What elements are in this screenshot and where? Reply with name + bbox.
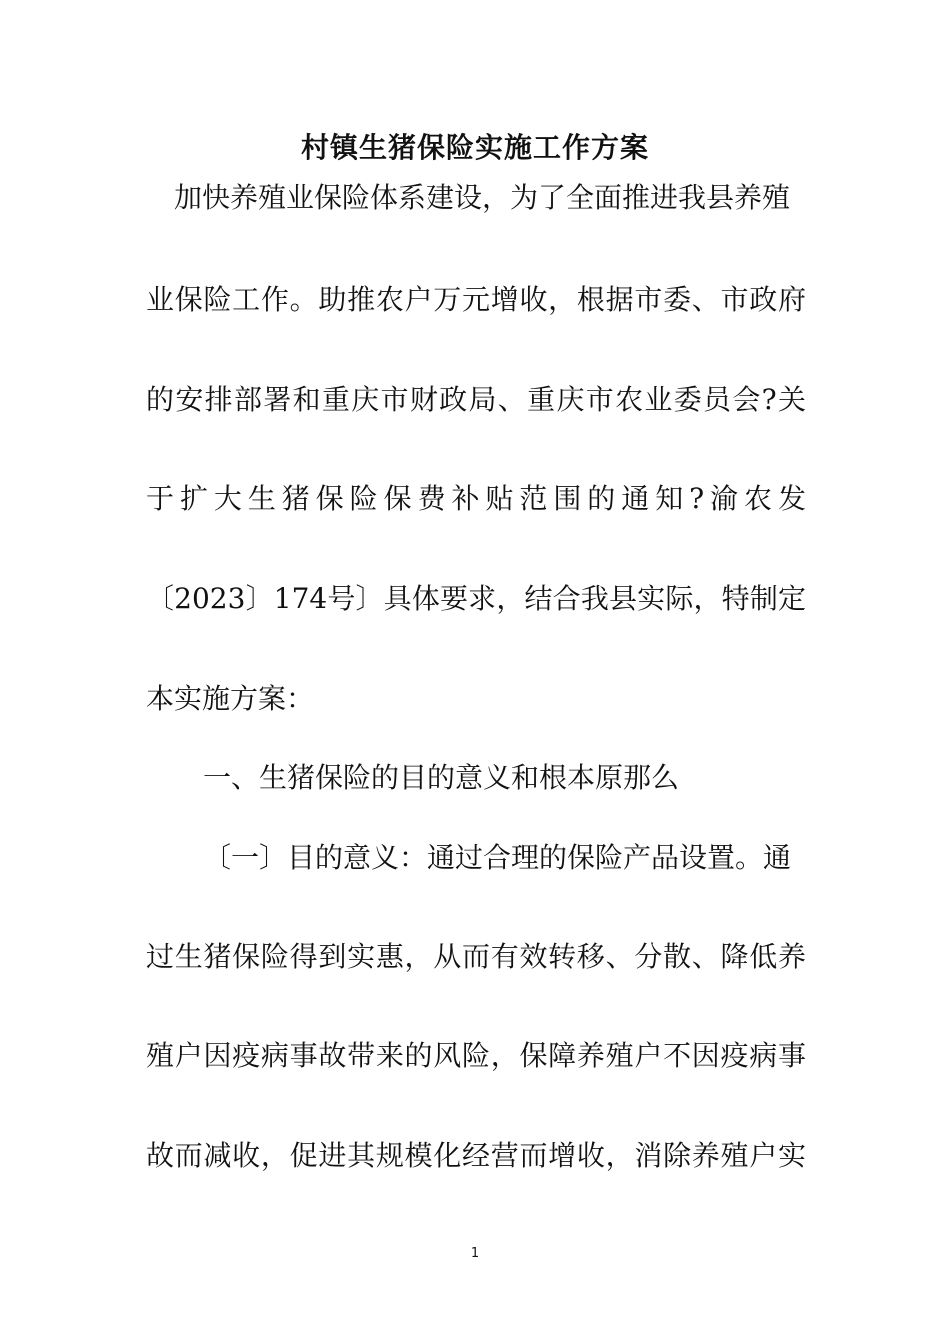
body-line-10: 殖户因疫病事故带来的风险，保障养殖户不因疫病事 <box>146 1039 806 1072</box>
body-line-5: 〔2023〕174号〕具体要求，结合我县实际，特制定 <box>146 582 806 615</box>
body-line-11: 故而减收，促进其规模化经营而增收，消除养殖户实 <box>146 1139 806 1172</box>
body-line-2: 业保险工作。助推农户万元增收，根据市委、市政府 <box>146 283 806 316</box>
body-line-6: 本实施方案： <box>146 682 315 715</box>
section-heading-1: 一、生猪保险的目的意义和根本原那么 <box>203 761 680 794</box>
page-number: 1 <box>470 1246 480 1261</box>
body-line-4: 于扩大生猪保险保费补贴范围的通知?渝农发 <box>146 482 806 515</box>
body-line-9: 过生猪保险得到实惠，从而有效转移、分散、降低养 <box>146 940 806 973</box>
subsection-line-1: 〔一〕目的意义：通过合理的保险产品设置。通 <box>203 841 792 874</box>
document-title: 村镇生猪保险实施工作方案 <box>300 131 649 164</box>
body-line-3: 的安排部署和重庆市财政局、重庆市农业委员会?关 <box>146 383 806 416</box>
body-line-1: 加快养殖业保险体系建设，为了全面推进我县养殖 <box>174 181 791 214</box>
